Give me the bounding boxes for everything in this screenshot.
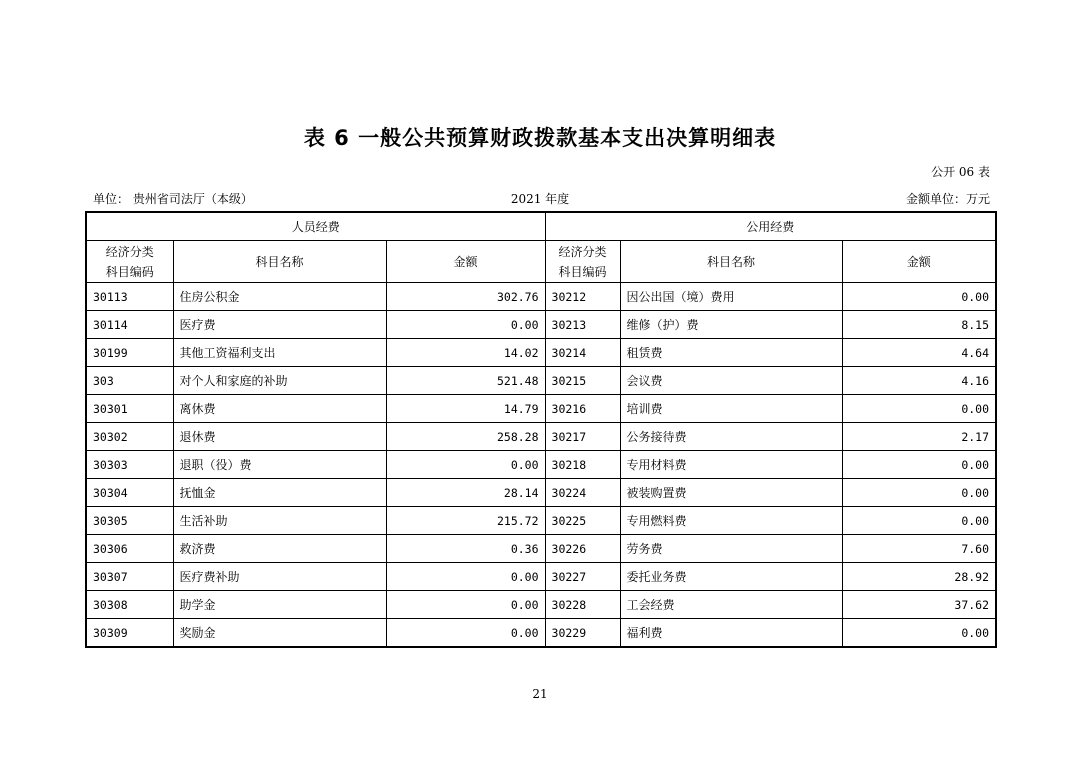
table-row [86,423,996,451]
personnel-code-cell: 30199 [86,339,173,367]
public-code-cell: 30215 [545,367,620,395]
public-name-cell: 公务接待费 [620,423,842,451]
personnel-name-cell: 救济费 [173,535,386,563]
table-row [86,619,996,648]
public-name-cell: 委托业务费 [620,563,842,591]
personnel-amount-cell: 258.28 [386,423,545,451]
public-amount-cell: 0.00 [842,507,996,535]
unit-label: 单位： 贵州省司法厅（本级） [93,192,253,206]
table-code: 公开 06 表 [931,165,990,179]
personnel-code-cell: 30114 [86,311,173,339]
personnel-name-cell: 医疗费补助 [173,563,386,591]
public-name-cell: 因公出国（境）费用 [620,283,842,311]
personnel-name-cell: 对个人和家庭的补助 [173,367,386,395]
personnel-name-cell: 退职（役）费 [173,451,386,479]
table-row [86,367,996,395]
public-code-cell: 30225 [545,507,620,535]
table-row [86,479,996,507]
personnel-name-cell: 生活补助 [173,507,386,535]
public-name-cell: 工会经费 [620,591,842,619]
public-amount-cell: 8.15 [842,311,996,339]
year-label: 2021 年度 [510,192,570,206]
personnel-code-cell: 30305 [86,507,173,535]
header-amount: 金额 [842,241,996,283]
personnel-name-cell: 退休费 [173,423,386,451]
personnel-amount-cell: 521.48 [386,367,545,395]
public-code-cell: 30213 [545,311,620,339]
personnel-amount-cell: 0.00 [386,451,545,479]
personnel-name-cell: 医疗费 [173,311,386,339]
page-title: 表 6 一般公共预算财政拨款基本支出决算明细表 [303,126,777,150]
personnel-code-cell: 30304 [86,479,173,507]
public-code-cell: 30226 [545,535,620,563]
personnel-amount-cell: 0.00 [386,591,545,619]
personnel-amount-cell: 0.00 [386,311,545,339]
personnel-amount-cell: 28.14 [386,479,545,507]
page-number: 21 [532,687,548,701]
expense-table [85,211,997,648]
header-code-line1: 经济分类 [105,244,154,259]
table-row [86,591,996,619]
personnel-code-cell: 30306 [86,535,173,563]
personnel-amount-cell: 215.72 [386,507,545,535]
personnel-code-cell: 30308 [86,591,173,619]
public-name-cell: 福利费 [620,619,842,648]
money-unit-label: 金额单位：万元 [905,192,990,206]
public-name-cell: 会议费 [620,367,842,395]
public-code-cell: 30214 [545,339,620,367]
public-amount-cell: 0.00 [842,283,996,311]
public-code-cell: 30224 [545,479,620,507]
header-code [86,241,173,283]
header-amount: 金额 [386,241,545,283]
personnel-name-cell: 抚恤金 [173,479,386,507]
public-amount-cell: 0.00 [842,451,996,479]
table-row [86,311,996,339]
section-public: 公用经费 [545,212,996,241]
personnel-name-cell: 离休费 [173,395,386,423]
personnel-code-cell: 30113 [86,283,173,311]
personnel-code-cell: 30303 [86,451,173,479]
public-amount-cell: 4.64 [842,339,996,367]
public-code-cell: 30218 [545,451,620,479]
personnel-amount-cell: 302.76 [386,283,545,311]
table-row [86,563,996,591]
personnel-code-cell: 30302 [86,423,173,451]
public-amount-cell: 0.00 [842,395,996,423]
personnel-code-cell: 303 [86,367,173,395]
public-code-cell: 30216 [545,395,620,423]
header-code-line1: 经济分类 [558,244,607,259]
personnel-name-cell: 助学金 [173,591,386,619]
header-name: 科目名称 [173,241,386,283]
public-name-cell: 专用燃料费 [620,507,842,535]
public-amount-cell: 2.17 [842,423,996,451]
table-row [86,451,996,479]
public-name-cell: 劳务费 [620,535,842,563]
public-amount-cell: 37.62 [842,591,996,619]
public-name-cell: 租赁费 [620,339,842,367]
personnel-name-cell: 住房公积金 [173,283,386,311]
personnel-code-cell: 30309 [86,619,173,648]
header-code [545,241,620,283]
personnel-amount-cell: 14.79 [386,395,545,423]
personnel-amount-cell: 0.36 [386,535,545,563]
table-row [86,339,996,367]
personnel-code-cell: 30307 [86,563,173,591]
public-code-cell: 30227 [545,563,620,591]
table-row [86,395,996,423]
public-name-cell: 被装购置费 [620,479,842,507]
public-name-cell: 培训费 [620,395,842,423]
public-code-cell: 30217 [545,423,620,451]
personnel-code-cell: 30301 [86,395,173,423]
public-code-cell: 30228 [545,591,620,619]
public-name-cell: 专用材料费 [620,451,842,479]
personnel-amount-cell: 0.00 [386,619,545,648]
header-code-line2: 科目编码 [558,264,607,279]
personnel-amount-cell: 14.02 [386,339,545,367]
header-code-line2: 科目编码 [105,264,154,279]
public-amount-cell: 0.00 [842,479,996,507]
personnel-amount-cell: 0.00 [386,563,545,591]
public-code-cell: 30229 [545,619,620,648]
section-personnel: 人员经费 [86,212,545,241]
personnel-name-cell: 其他工资福利支出 [173,339,386,367]
public-amount-cell: 7.60 [842,535,996,563]
public-amount-cell: 28.92 [842,563,996,591]
personnel-name-cell: 奖励金 [173,619,386,648]
public-amount-cell: 0.00 [842,619,996,648]
public-name-cell: 维修（护）费 [620,311,842,339]
table-row [86,283,996,311]
header-name: 科目名称 [620,241,842,283]
table-row [86,507,996,535]
table-row [86,535,996,563]
public-amount-cell: 4.16 [842,367,996,395]
public-code-cell: 30212 [545,283,620,311]
